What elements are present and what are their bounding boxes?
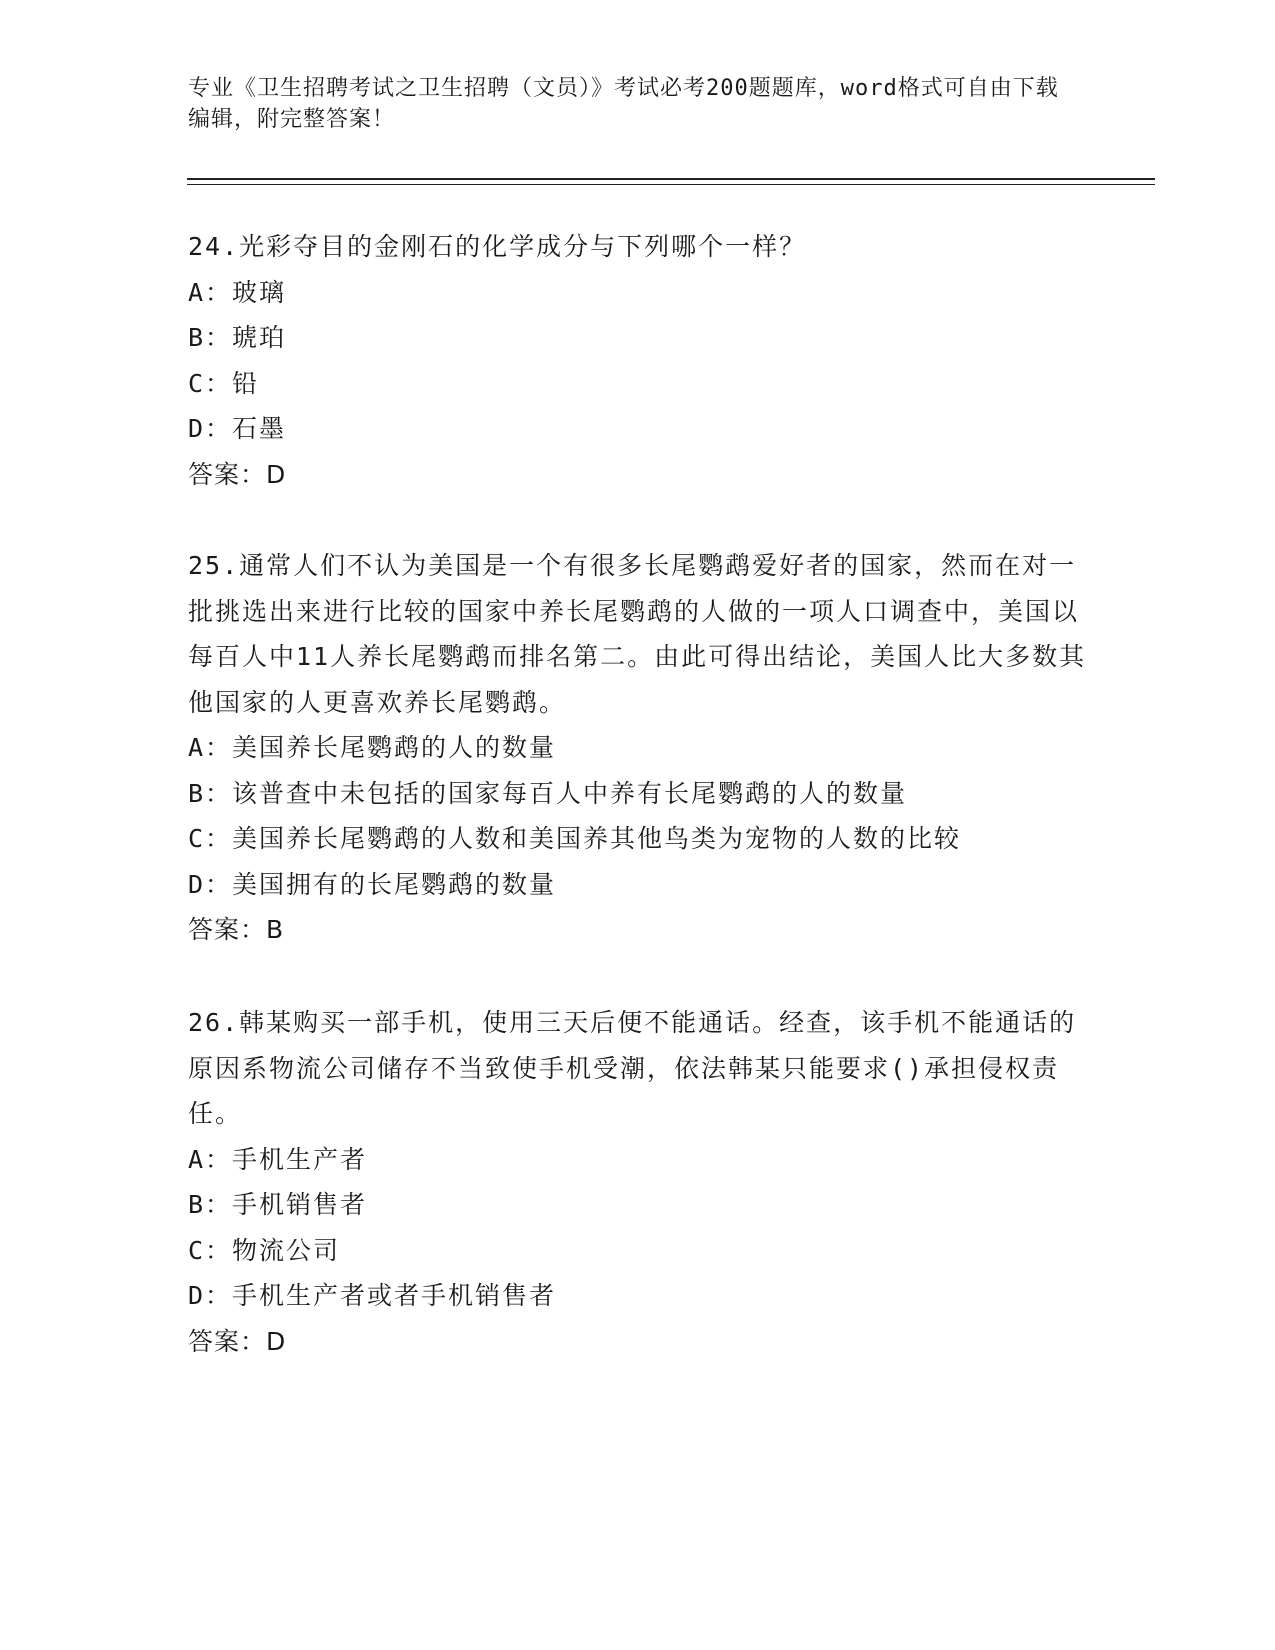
answer-value: B xyxy=(266,915,285,944)
option-b: B：该普查中未包括的国家每百人中养有长尾鹦鹉的人的数量 xyxy=(188,778,908,808)
option-a: A：美国养长尾鹦鹉的人的数量 xyxy=(188,733,557,762)
question-stem: 24.光彩夺目的金刚石的化学成分与下列哪个一样？ xyxy=(188,232,807,261)
question-26 xyxy=(188,1000,1088,1364)
option-c: C：铅 xyxy=(188,368,260,398)
answer-value: D xyxy=(266,459,287,489)
document-header: 专业《卫生招聘考试之卫生招聘（文员）》考试必考200题题库，word格式可自由下载编辑，附完整答案！ xyxy=(188,76,1059,132)
option-b: B：琥珀 xyxy=(188,323,287,352)
option-b: B：手机销售者 xyxy=(188,1190,368,1219)
answer-label: 答案： xyxy=(188,1326,267,1356)
option-a: A：手机生产者 xyxy=(188,1144,368,1174)
option-d: D：美国拥有的长尾鹦鹉的数量 xyxy=(188,869,557,899)
option-c: C：物流公司 xyxy=(188,1235,341,1265)
answer-line xyxy=(188,907,1088,953)
answer-line xyxy=(188,1319,1088,1365)
question-stem: 25.通常人们不认为美国是一个有很多长尾鹦鹉爱好者的国家，然而在对一批挑选出来进行比较的国家中养长尾鹦鹉的人做的一项人口调查中，美国以每百人中11人养长尾鹦鹉而排名第二。由此可得出结论，美国人比大多数其他国家的人更喜欢养长尾鹦鹉。 xyxy=(188,551,1087,717)
option-d: D：手机生产者或者手机销售者 xyxy=(188,1281,557,1310)
answer-line xyxy=(188,452,1088,498)
answer-value: D xyxy=(266,1326,287,1356)
question-24 xyxy=(188,224,1088,497)
header-divider-thin xyxy=(187,184,1155,185)
question-25 xyxy=(188,543,1088,953)
option-c: C：美国养长尾鹦鹉的人数和美国养其他鸟类为宠物的人数的比较 xyxy=(188,824,962,853)
option-a: A：玻璃 xyxy=(188,277,287,307)
answer-label: 答案： xyxy=(188,459,267,489)
answer-label: 答案： xyxy=(188,915,267,944)
header-divider-thick xyxy=(187,178,1155,180)
question-stem: 26.韩某购买一部手机，使用三天后便不能通话。经查，该手机不能通话的原因系物流公司储存不当致使手机受潮，依法韩某只能要求()承担侵权责任。 xyxy=(188,1008,1077,1128)
option-d: D：石墨 xyxy=(188,414,287,443)
